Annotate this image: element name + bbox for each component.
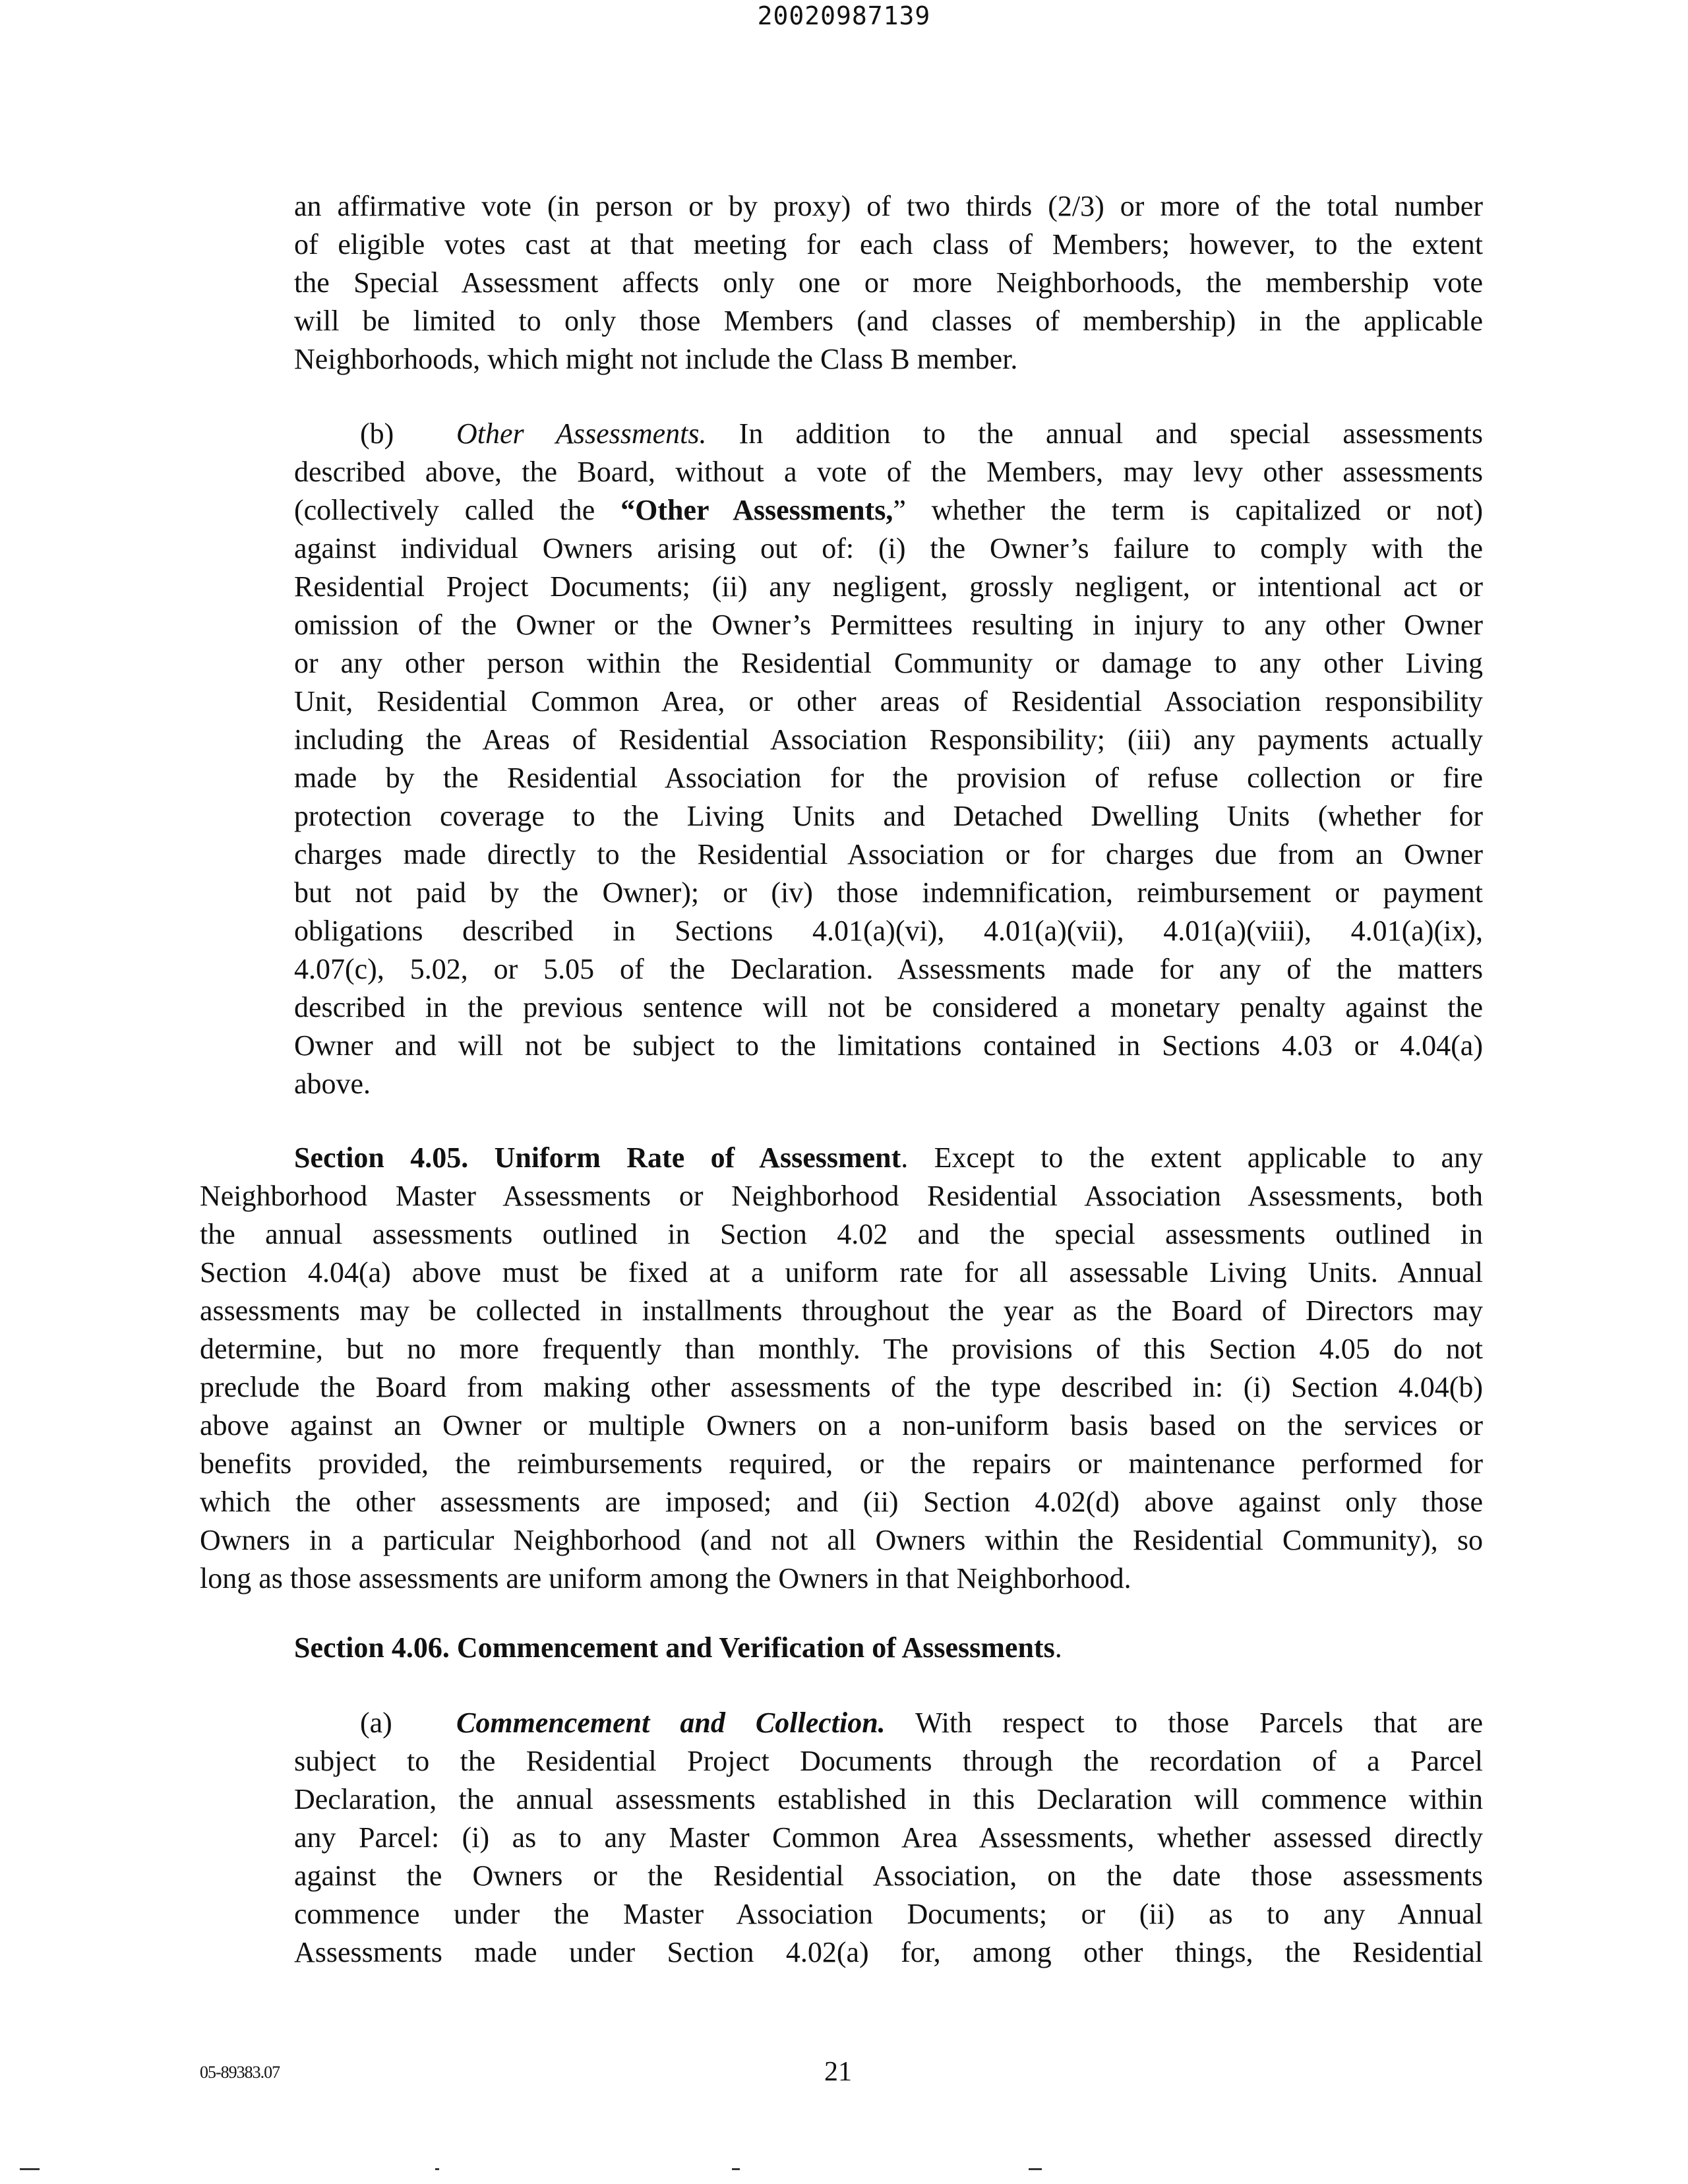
paragraph-special-assessment-vote: [294, 187, 1483, 379]
text-run: ” whether the term is capitalized or not): [893, 494, 1484, 526]
text-run: Section 4.04(a) above must be fixed at a uniform rate for all assessable Living Units. Annual: [200, 1256, 1483, 1289]
text-line: [294, 721, 1483, 759]
text-run: long as those assessments are uniform among the Owners in that Neighborhood.: [200, 1562, 1131, 1594]
text-line: [200, 1407, 1483, 1445]
text-run: benefits provided, the reimbursements required, or the repairs or maintenance performed for: [200, 1447, 1483, 1480]
text-line: [200, 1215, 1483, 1254]
text-run: an affirmative vote (in person or by proxy) of two thirds (2/3) or more of the total number: [294, 190, 1483, 222]
text-run: omission of the Owner or the Owner’s Permittees resulting in injury to any other Owner: [294, 609, 1483, 641]
text-run: Assessments made under Section 4.02(a) for, among other things, the Residential: [294, 1936, 1483, 1968]
text-line: [200, 1368, 1483, 1407]
text-run: subject to the Residential Project Documents through the recordation of a Parcel: [294, 1745, 1483, 1777]
text-line: [294, 606, 1483, 644]
text-run: Declaration, the annual assessments established in this Declaration will commence within: [294, 1783, 1483, 1815]
text-line: [294, 1027, 1483, 1065]
scan-artifact: [435, 2168, 439, 2170]
scan-artifact: [1029, 2168, 1042, 2170]
text-line: [294, 644, 1483, 682]
text-run: 4.07(c), 5.02, or 5.05 of the Declaration. Assessments made for any of the matters: [294, 953, 1483, 985]
text-line: [294, 835, 1483, 874]
text-line: [200, 1521, 1483, 1560]
text-line: [294, 530, 1483, 568]
emphasized-text: Section 4.05. Uniform Rate of Assessment: [294, 1141, 901, 1174]
subsection-label: (b): [360, 417, 394, 450]
text-line: [294, 491, 1483, 530]
paragraph-other-assessments: [294, 415, 1483, 1103]
section-4-06-heading: [294, 1629, 1483, 1667]
text-line: [294, 874, 1483, 912]
text-run: which the other assessments are imposed; and (ii) Section 4.02(d) above against only those: [200, 1486, 1483, 1518]
text-run: Residential Project Documents; (ii) any negligent, grossly negligent, or intentional act or: [294, 570, 1483, 603]
text-run: protection coverage to the Living Units and Detached Dwelling Units (whether for: [294, 800, 1483, 832]
subsection-label: (a): [360, 1707, 392, 1739]
text-run: against the Owners or the Residential Association, on the date those assessments: [294, 1860, 1483, 1892]
text-line: [200, 1483, 1483, 1521]
text-run: Owners in a particular Neighborhood (and not all Owners within the Residential Community), so: [200, 1524, 1483, 1556]
emphasized-text: “Other Assessments,: [620, 494, 893, 526]
text-run: the annual assessments outlined in Section 4.02 and the special assessments outlined in: [200, 1218, 1483, 1250]
text-line: [200, 1560, 1483, 1598]
text-line: [294, 1065, 1483, 1103]
scan-artifact: [20, 2168, 40, 2170]
text-run: Owner and will not be subject to the limitations contained in Sections 4.03 or 4.04(a): [294, 1029, 1483, 1062]
text-line: [294, 1933, 1483, 1972]
emphasized-text: Commencement and Collection.: [456, 1707, 886, 1739]
text-run: commence under the Master Association Documents; or (ii) as to any Annual: [294, 1898, 1483, 1930]
emphasized-text: Other Assessments.: [456, 417, 707, 450]
text-run: made by the Residential Association for the provision of refuse collection or fire: [294, 762, 1483, 794]
text-line: [294, 1895, 1483, 1933]
text-run: determine, but no more frequently than monthly. The provisions of this Section 4.05 do not: [200, 1333, 1483, 1365]
text-line: [294, 226, 1483, 264]
text-line: [200, 1292, 1483, 1330]
text-run: or any other person within the Residential Community or damage to any other Living: [294, 647, 1483, 679]
text-line: [294, 1780, 1483, 1819]
text-run: In addition to the annual and special assessments: [706, 417, 1483, 450]
text-line: [294, 340, 1483, 379]
text-line: [294, 988, 1483, 1027]
text-run: assessments may be collected in installments throughout the year as the Board of Directors may: [200, 1294, 1483, 1327]
text-line: [294, 415, 1483, 453]
text-line: [294, 1857, 1483, 1895]
text-line: [200, 1445, 1483, 1483]
text-line: [294, 187, 1483, 226]
text-run: against individual Owners arising out of: (i) the Owner’s failure to comply with the: [294, 532, 1483, 564]
text-run: obligations described in Sections 4.01(a)(vi), 4.01(a)(vii), 4.01(a)(viii), 4.01(a)(ix),: [294, 915, 1483, 947]
paragraph-commencement-and-collection: [294, 1704, 1483, 1972]
page-number: 21: [824, 2057, 852, 2087]
text-run: described above, the Board, without a vote of the Members, may levy other assessments: [294, 456, 1483, 488]
text-run: any Parcel: (i) as to any Master Common Area Assessments, whether assessed directly: [294, 1821, 1483, 1854]
text-run: With respect to those Parcels that are: [885, 1707, 1483, 1739]
text-run: Neighborhood Master Assessments or Neighborhood Residential Association Assessments, both: [200, 1180, 1483, 1212]
text-line: [200, 1254, 1483, 1292]
text-line: [200, 1177, 1483, 1215]
text-line: [294, 264, 1483, 302]
section-4-05-uniform-rate: [200, 1139, 1483, 1598]
text-run: above against an Owner or multiple Owners on a non-uniform basis based on the services or: [200, 1409, 1483, 1441]
text-line: [294, 1742, 1483, 1780]
text-line: [294, 1704, 1483, 1742]
text-line: [294, 797, 1483, 835]
text-line: [294, 453, 1483, 491]
text-run: .: [1054, 1631, 1062, 1664]
text-line: [294, 568, 1483, 606]
text-line: [294, 950, 1483, 988]
text-run: (collectively called the: [294, 494, 621, 526]
text-run: but not paid by the Owner); or (iv) those indemnification, reimbursement or payment: [294, 876, 1483, 909]
text-line: [294, 302, 1483, 340]
text-run: . Except to the extent applicable to any: [901, 1141, 1483, 1174]
text-run: Unit, Residential Common Area, or other areas of Residential Association responsibility: [294, 685, 1483, 717]
text-line: [200, 1139, 1483, 1177]
text-run: including the Areas of Residential Association Responsibility; (iii) any payments actually: [294, 723, 1483, 756]
text-run: described in the previous sentence will not be considered a monetary penalty against the: [294, 991, 1483, 1023]
text-line: [294, 1629, 1483, 1667]
text-line: [294, 682, 1483, 721]
text-run: will be limited to only those Members (and classes of membership) in the applicable: [294, 305, 1483, 337]
text-line: [200, 1330, 1483, 1368]
text-line: [294, 1819, 1483, 1857]
text-line: [294, 912, 1483, 950]
footer-document-code: 05-89383.07: [200, 2063, 280, 2082]
text-line: [294, 759, 1483, 797]
text-run: of eligible votes cast at that meeting for each class of Members; however, to the extent: [294, 228, 1483, 260]
text-run: charges made directly to the Residential Association or for charges due from an Owner: [294, 838, 1483, 870]
document-number-stamp: 20020987139: [757, 1, 931, 30]
text-run: the Special Assessment affects only one or more Neighborhoods, the membership vote: [294, 266, 1483, 299]
emphasized-text: Section 4.06. Commencement and Verification of Assessments: [294, 1631, 1055, 1664]
text-run: preclude the Board from making other assessments of the type described in: (i) Section 4.04(b): [200, 1371, 1483, 1403]
scan-artifact: [732, 2168, 740, 2170]
text-run: Neighborhoods, which might not include the Class B member.: [294, 343, 1018, 375]
text-run: above.: [294, 1068, 371, 1100]
